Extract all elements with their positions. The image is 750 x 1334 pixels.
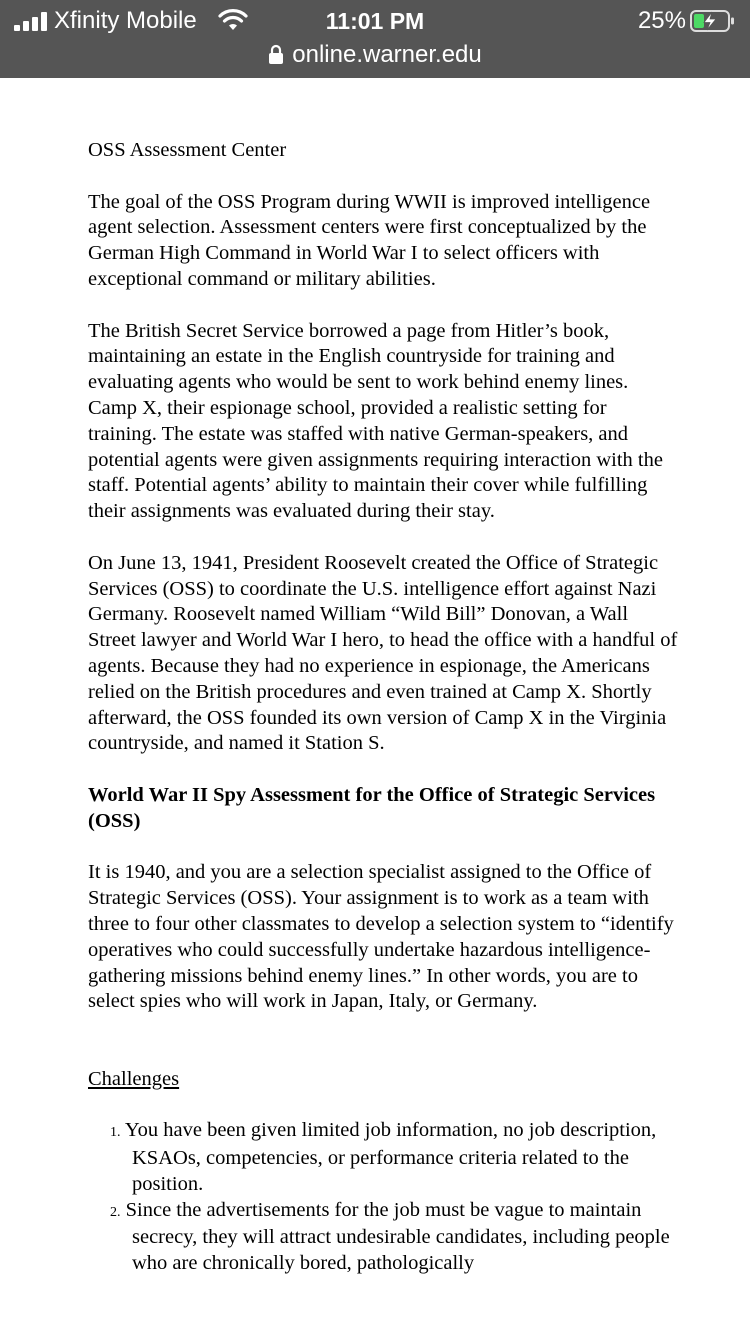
battery-charging-icon — [690, 9, 736, 33]
paragraph-goal: The goal of the OSS Program during WWII is improved intelligence agent selection. Assessment centers were first conceptualized by the German High Command in World War I to select officers with exceptional command or military abilities. — [88, 190, 651, 290]
list-item — [112, 1198, 678, 1277]
challenges-heading: Challenges — [88, 1067, 180, 1090]
spacer — [88, 1041, 678, 1067]
battery-percentage: 25% — [637, 7, 686, 34]
paragraph-assignment: It is 1940, and you are a selection specialist assigned to the Office of Strategic Services (OSS). Your assignment is to work as a team with three to four other classmates to develop a selection system to “identify operatives who could successfully undertake hazardous intelligence-gathering missions behind enemy lines.” In other words, you are to select spies who will work in Japan, Italy, or Germany. — [88, 861, 674, 1013]
status-bar — [0, 0, 750, 78]
url-text: online.warner.edu — [292, 41, 482, 68]
list-item-text: Since the advertisements for the job must be vague to maintain secrecy, they will attract undesirable candidates, including people who are chronically bored, pathologically — [125, 1198, 670, 1275]
status-time: 11:01 PM — [325, 8, 425, 34]
lock-icon — [268, 44, 284, 64]
section-heading: World War II Spy Assessment for the Office of Strategic Services (OSS) — [88, 783, 656, 832]
document-body — [88, 138, 678, 1277]
paragraph-roosevelt-oss: On June 13, 1941, President Roosevelt created the Office of Strategic Services (OSS) to coordinate the U.S. intelligence effort against Nazi Germany. Roosevelt named William “Wild Bill” Donovan, a Wall Street lawyer and World War I hero, to head the office with a handful of agents. Because they had no experience in espionage, the Americans relied on the British procedures and even trained at Camp X. Shortly afterward, the OSS founded its own version of Camp X in the Virginia countryside, and named it Station S. — [88, 551, 678, 755]
carrier-name: Xfinity Mobile — [54, 7, 197, 34]
document-title: OSS Assessment Center — [88, 139, 287, 161]
list-item-number: 2. — [110, 1204, 121, 1220]
address-bar[interactable] — [0, 40, 750, 70]
list-item-number: 1. — [110, 1125, 121, 1141]
list-item — [112, 1118, 678, 1197]
challenges-list — [88, 1118, 678, 1277]
list-item-text: You have been given limited job information, no job description, KSAOs, competencies, or performance criteria related to the position. — [124, 1119, 657, 1195]
paragraph-british-secret-service: The British Secret Service borrowed a page from Hitler’s book, maintaining an estate in the English countryside for training and evaluating agents who would be sent to work behind enemy lines. Camp X, their espionage school, provided a realistic setting for training. The estate was staffed with native German-speakers, and potential agents were given assignments requiring interaction with the staff. Potential agents’ ability to maintain their cover while fulfilling their assignments was evaluated during their stay. — [88, 319, 663, 523]
